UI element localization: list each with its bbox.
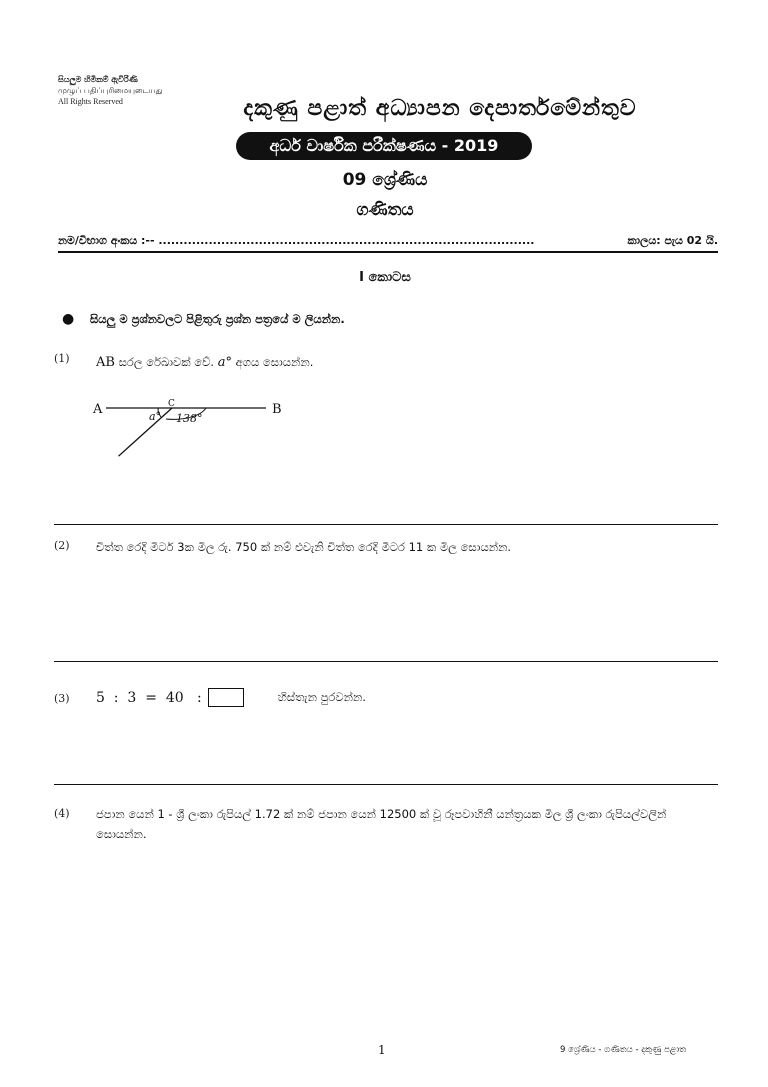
question-1-ab: AB xyxy=(96,355,115,370)
question-number-3: (3) xyxy=(54,692,70,705)
exam-title-badge xyxy=(236,132,532,160)
question-number-2: (2) xyxy=(54,539,70,552)
label-c: C xyxy=(168,399,175,409)
instruction-text: සියලු ම ප්‍රශ්නවලට පිළිතුරු ප්‍රශ්න පත්‍රයේ ම ලියන්න. xyxy=(90,312,345,326)
label-b: B xyxy=(272,402,282,417)
instruction xyxy=(62,311,345,327)
separator-1 xyxy=(54,524,718,525)
copyright-tamil: முழுப் பதிப்புரிமையுடையது xyxy=(58,86,163,95)
time-allowed: කාලය: පැය 02 යි. xyxy=(627,234,718,247)
name-index-field: නම/විභාග අංකය :-- .......................................................................................... xyxy=(58,234,535,247)
question-number-1: (1) xyxy=(54,352,70,365)
question-1-text-a: සරල රේඛාවක් වේ. xyxy=(114,355,218,369)
copyright-notice xyxy=(58,74,163,107)
question-1-text-b: අගය සොයන්න. xyxy=(231,355,314,369)
grade-label: 09 ශ්‍රේණිය xyxy=(342,170,428,190)
department-title: දකුණු පළාත් අධ්‍යාපන දෙපාර්තමේන්තුව xyxy=(243,96,637,121)
transversal-line xyxy=(119,408,173,456)
angle-known: 138° xyxy=(176,412,203,425)
exam-title: අර්ධ වාර්ෂික පරීක්ෂණය - 2019 xyxy=(269,136,499,155)
question-4-text: ජපාන යෙන් 1 - ශ්‍රී ලංකා රුපියල් 1.72 ක් නම් ජපාන යෙන් 12500 ක් වූ රූපවාහිනී යන්ත්‍රයක මිල ශ්‍රී ලංකා රුපියල්වලින් සොයන්න. xyxy=(96,807,667,841)
copyright-english: All Rights Reserved xyxy=(58,97,123,106)
question-2-text: චිත්ත රෙදි මීටර් 3ක මිල රු. 750 ක් නම් එවැනි චිත්ත රෙදි මීටර 11 ක මිල සොයන්න. xyxy=(96,540,512,554)
question-1-text xyxy=(96,352,313,373)
question-1-var: a° xyxy=(217,355,232,370)
angle-unknown: a° xyxy=(149,410,162,423)
question-number-4: (4) xyxy=(54,807,70,820)
part-title: I කොටස xyxy=(359,270,411,285)
bullet-icon: ● xyxy=(62,311,75,327)
label-a: A xyxy=(93,402,103,417)
subject-label: ගණිතය xyxy=(356,200,414,220)
separator-2 xyxy=(54,661,718,662)
page-number: 1 xyxy=(378,1043,386,1057)
angle-diagram xyxy=(88,395,298,465)
question-3-ratio: 5 : 3 = 40 : xyxy=(96,689,202,706)
separator-3 xyxy=(54,784,718,785)
copyright-sinhala: සියලුම හිමිකම් ඇවිරිණි xyxy=(58,75,138,84)
question-3-row xyxy=(96,688,366,707)
answer-box[interactable] xyxy=(208,688,244,707)
header-divider xyxy=(58,251,718,253)
question-3-instruction: හිස්තැන පුරවන්න. xyxy=(277,690,366,704)
footer-label: 9 ශ්‍රේණිය - ගණිතය - දකුණු පළාත xyxy=(560,1045,687,1055)
